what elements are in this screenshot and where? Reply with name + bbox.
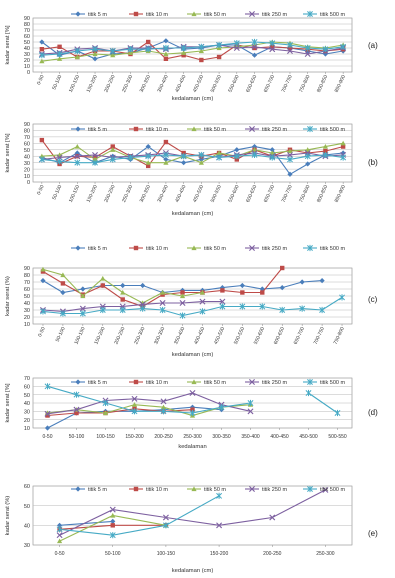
chart-c-ytick-label: 90 xyxy=(23,266,30,273)
chart-a-ytick-label: 60 xyxy=(23,34,30,41)
chart-b-xtick-label: 400-450 xyxy=(174,184,188,204)
chart-d-xtick-label: 300-350 xyxy=(212,434,231,440)
chart-a-legend-label: titik 50 m xyxy=(204,12,227,18)
chart-d-legend-label: titik 500 m xyxy=(320,380,346,386)
chart-d-legend-label: titik 5 m xyxy=(88,380,107,386)
chart-e-legend-label: titik 5 m xyxy=(88,487,107,493)
chart-a-legend-label: titik 10 m xyxy=(146,12,169,18)
chart-c-xtick-label: 700-750 xyxy=(312,326,326,346)
chart-a-xtick-label: 200-250 xyxy=(103,74,117,94)
chart-a-ytick-label: 90 xyxy=(23,16,30,23)
chart-b-x-axis-label: kedalaman (cm) xyxy=(171,211,214,217)
chart-b-xtick-label: 650-700 xyxy=(262,184,277,204)
chart-d-xtick-label: 0-50 xyxy=(42,434,53,440)
chart-c-legend-label: titik 250 m xyxy=(262,246,288,252)
chart-d-panel-label: (d) xyxy=(368,408,378,417)
chart-b-data-point xyxy=(164,140,168,144)
chart-a-xtick-label: 750-800 xyxy=(298,74,312,94)
chart-e-data-point xyxy=(111,523,115,527)
chart-a-legend-label: titik 250 m xyxy=(262,12,288,18)
chart-e-legend-label: titik 10 m xyxy=(146,487,169,493)
chart-d-y-axis-label: kadar serat [%] xyxy=(5,383,11,423)
chart-c-xtick-label: 150-200 xyxy=(93,326,107,346)
chart-c-ytick-label: 60 xyxy=(23,287,30,294)
chart-c-ytick-label: 10 xyxy=(23,322,30,329)
chart-a-data-point xyxy=(164,57,168,61)
chart-a-y-axis-label: kadar serat [%] xyxy=(5,25,11,65)
chart-a-data-point xyxy=(146,40,150,44)
chart-e-ytick-label: 30 xyxy=(23,543,30,550)
chart-c-xtick-label: 300-350 xyxy=(153,326,167,346)
chart-d-legend-label: titik 250 m xyxy=(262,380,288,386)
chart-b-legend-marker xyxy=(134,127,138,131)
chart-d-ytick-label: 60 xyxy=(23,384,30,391)
chart-e-panel-label: (e) xyxy=(368,529,378,538)
chart-b-xtick-label: 200-250 xyxy=(103,184,117,204)
chart-d-xtick-label: 250-300 xyxy=(183,434,202,440)
chart-a-xtick-label: 850-900 xyxy=(333,74,347,94)
chart-c-legend-marker xyxy=(134,246,138,250)
chart-c-data-point xyxy=(280,266,284,270)
chart-c-legend-label: titik 50 m xyxy=(204,246,227,252)
chart-b-xtick-label: 450-500 xyxy=(191,184,206,204)
chart-c-xtick-label: 50-100 xyxy=(54,326,67,343)
chart-d-legend-label: titik 10 m xyxy=(146,380,169,386)
chart-b-xtick-label: 700-750 xyxy=(280,184,294,204)
chart-b-xtick-label: 300-350 xyxy=(138,184,153,204)
chart-d-ytick-label: 40 xyxy=(23,401,30,408)
chart-c-xtick-label: 0-50 xyxy=(37,326,47,338)
chart-c-xtick-label: 600-650 xyxy=(272,326,287,346)
chart-a-x-axis-label: kedalaman (cm) xyxy=(171,96,214,102)
chart-b-xtick-label: 50-100 xyxy=(51,184,64,201)
chart-e-legend-label: titik 500 m xyxy=(320,487,346,493)
chart-e-ytick-label: 60 xyxy=(23,484,30,491)
chart-b-xtick-label: 550-600 xyxy=(227,184,241,204)
chart-d-ytick-label: 50 xyxy=(23,392,30,399)
chart-c-xtick-label: 200-250 xyxy=(113,326,127,346)
chart-c-ytick-label: 80 xyxy=(23,273,30,280)
chart-d-x-axis-label: kedalaman xyxy=(178,444,207,450)
chart-a-legend-marker xyxy=(75,11,80,16)
chart-b-legend-label: titik 10 m xyxy=(146,127,169,133)
chart-c-ytick-label: 20 xyxy=(23,315,30,322)
chart-a-data-point xyxy=(40,47,44,51)
chart-b-data-point xyxy=(40,138,44,142)
chart-c-ytick-label: 70 xyxy=(23,280,30,287)
chart-c-ytick-label: 30 xyxy=(23,308,30,315)
chart-e-legend-marker xyxy=(134,487,138,491)
chart-b-xtick-label: 850-900 xyxy=(333,184,347,204)
chart-a-data-point xyxy=(57,45,61,49)
chart-c-legend-label: titik 10 m xyxy=(146,246,169,252)
chart-e-xtick-label: 150-200 xyxy=(209,551,229,557)
chart-a-ytick-label: 70 xyxy=(23,28,30,35)
chart-a-xtick-label: 0-50 xyxy=(36,74,46,86)
chart-c-data-point xyxy=(101,283,105,287)
chart-a-xtick-label: 350-400 xyxy=(156,74,170,94)
chart-a-xtick-label: 650-700 xyxy=(262,74,277,94)
chart-a-xtick-label: 150-200 xyxy=(85,74,99,94)
chart-b-y-axis-label: kadar serat [%] xyxy=(5,133,11,173)
chart-c-xtick-label: 550-600 xyxy=(252,326,267,346)
chart-a-xtick-label: 450-500 xyxy=(191,74,206,94)
chart-a-xtick-label: 300-350 xyxy=(138,74,153,94)
chart-d-ytick-label: 10 xyxy=(23,426,30,433)
chart-d-xtick-label: 350-400 xyxy=(241,434,260,440)
chart-e-plot-area xyxy=(33,486,352,545)
chart-c-ytick-label: 50 xyxy=(23,294,30,301)
chart-e-xtick-label: 0-50 xyxy=(54,551,65,557)
chart-b-xtick-label: 750-800 xyxy=(298,184,312,204)
chart-c-legend-marker xyxy=(75,245,80,250)
chart-a-xtick-label: 50-100 xyxy=(51,74,64,91)
chart-c-xtick-label: 450-500 xyxy=(213,326,227,346)
chart-d-xtick-label: 450-500 xyxy=(299,434,318,440)
chart-a-xtick-label: 250-300 xyxy=(121,74,135,94)
chart-d-ytick-label: 30 xyxy=(23,409,30,416)
chart-b-ytick-label: 60 xyxy=(23,141,30,148)
chart-b-ytick-label: 0 xyxy=(26,180,30,187)
chart-a-plot-area xyxy=(33,18,352,72)
chart-e-y-axis-label: kadar serat (%) xyxy=(5,495,11,536)
chart-a-data-point xyxy=(199,58,203,62)
chart-b-xtick-label: 600-650 xyxy=(245,184,259,204)
chart-e-xtick-label: 200-250 xyxy=(263,551,282,557)
chart-a-xtick-label: 700-750 xyxy=(280,74,294,94)
chart-b-ytick-label: 80 xyxy=(23,128,30,135)
chart-c-legend-label: titik 5 m xyxy=(88,246,107,252)
chart-b-xtick-label: 150-200 xyxy=(85,184,99,204)
chart-a-ytick-label: 30 xyxy=(23,52,30,59)
chart-a-panel-label: (a) xyxy=(368,41,378,50)
chart-b-xtick-label: 350-400 xyxy=(156,184,170,204)
chart-a-xtick-label: 100-150 xyxy=(67,74,82,94)
chart-c-y-axis-label: kadar serat (%) xyxy=(5,276,11,316)
chart-a-xtick-label: 800-850 xyxy=(316,74,330,94)
chart-c-ytick-label: 40 xyxy=(23,301,30,308)
chart-e-legend-label: titik 250 m xyxy=(262,487,288,493)
chart-c-legend-label: titik 500 m xyxy=(320,246,346,252)
chart-e-legend-label: titik 50 m xyxy=(204,487,227,493)
chart-a-legend-label: titik 500 m xyxy=(320,12,346,18)
chart-b-panel-label: (b) xyxy=(368,158,378,167)
chart-c-data-point xyxy=(121,297,125,301)
chart-b-ytick-label: 40 xyxy=(23,154,30,161)
chart-e-ytick-label: 40 xyxy=(23,523,30,530)
chart-b-ytick-label: 20 xyxy=(23,167,30,174)
chart-c-xtick-label: 750-800 xyxy=(332,326,346,346)
chart-d-ytick-label: 70 xyxy=(23,376,30,383)
chart-d-xtick-label: 150-200 xyxy=(125,434,144,440)
chart-c-panel-label: (c) xyxy=(368,295,378,304)
chart-d-xtick-label: 200-250 xyxy=(154,434,173,440)
chart-d-xtick-label: 50-100 xyxy=(68,434,85,440)
chart-c-data-point xyxy=(240,290,244,294)
chart-b-xtick-label: 250-300 xyxy=(121,184,135,204)
chart-b-legend-label: titik 50 m xyxy=(204,127,227,133)
chart-b-xtick-label: 800-850 xyxy=(316,184,330,204)
chart-b-xtick-label: 500-550 xyxy=(209,184,223,204)
chart-e-ytick-label: 50 xyxy=(23,503,30,510)
chart-a-legend-marker xyxy=(134,12,138,16)
chart-e-xtick-label: 100-150 xyxy=(156,551,176,557)
chart-a-ytick-label: 50 xyxy=(23,40,30,47)
chart-a-data-point xyxy=(217,55,221,59)
chart-d-xtick-label: 400-450 xyxy=(270,434,289,440)
chart-d-legend-marker xyxy=(134,380,138,384)
chart-b-ytick-label: 70 xyxy=(23,135,30,142)
chart-b-xtick-label: 100-150 xyxy=(67,184,82,204)
chart-b-legend-label: titik 500 m xyxy=(320,127,346,133)
chart-e-xtick-label: 50-100 xyxy=(104,551,121,557)
chart-a-ytick-label: 10 xyxy=(23,64,30,71)
chart-c-xtick-label: 500-550 xyxy=(232,326,247,346)
chart-a-xtick-label: 400-450 xyxy=(174,74,188,94)
chart-b-xtick-label: 0-50 xyxy=(36,184,46,196)
chart-c-xtick-label: 650-700 xyxy=(292,326,306,346)
chart-a-xtick-label: 550-600 xyxy=(227,74,241,94)
chart-b-ytick-label: 50 xyxy=(23,147,30,154)
chart-b-ytick-label: 30 xyxy=(23,160,30,167)
chart-a-legend-label: titik 5 m xyxy=(88,12,107,18)
chart-c-data-point xyxy=(260,290,264,294)
chart-c-xtick-label: 400-450 xyxy=(193,326,207,346)
chart-e-xtick-label: 250-300 xyxy=(316,551,335,557)
chart-d-ytick-label: 20 xyxy=(23,417,30,424)
chart-b-legend-label: titik 5 m xyxy=(88,127,107,133)
chart-a-ytick-label: 80 xyxy=(23,22,30,29)
chart-d-xtick-label: 500-550 xyxy=(328,434,347,440)
chart-b-ytick-label: 10 xyxy=(23,173,30,180)
chart-a-ytick-label: 20 xyxy=(23,58,30,65)
chart-b-ytick-label: 90 xyxy=(23,122,30,129)
chart-c-data-point xyxy=(220,288,224,292)
chart-a-ytick-label: 40 xyxy=(23,46,30,53)
chart-a-xtick-label: 500-550 xyxy=(209,74,223,94)
chart-a-xtick-label: 600-650 xyxy=(245,74,259,94)
chart-c-xtick-label: 350-400 xyxy=(173,326,187,346)
chart-c-xtick-label: 100-150 xyxy=(73,326,87,346)
chart-e-x-axis-label: kedalaman (cm) xyxy=(171,568,214,574)
chart-c-data-point xyxy=(61,281,65,285)
chart-a-ytick-label: 0 xyxy=(26,70,30,77)
chart-d-xtick-label: 100-150 xyxy=(96,434,115,440)
chart-d-legend-label: titik 50 m xyxy=(204,380,227,386)
chart-b-legend-label: titik 250 m xyxy=(262,127,288,133)
chart-c-xtick-label: 250-300 xyxy=(133,326,147,346)
chart-c-x-axis-label: kedalaman (cm) xyxy=(171,352,214,358)
